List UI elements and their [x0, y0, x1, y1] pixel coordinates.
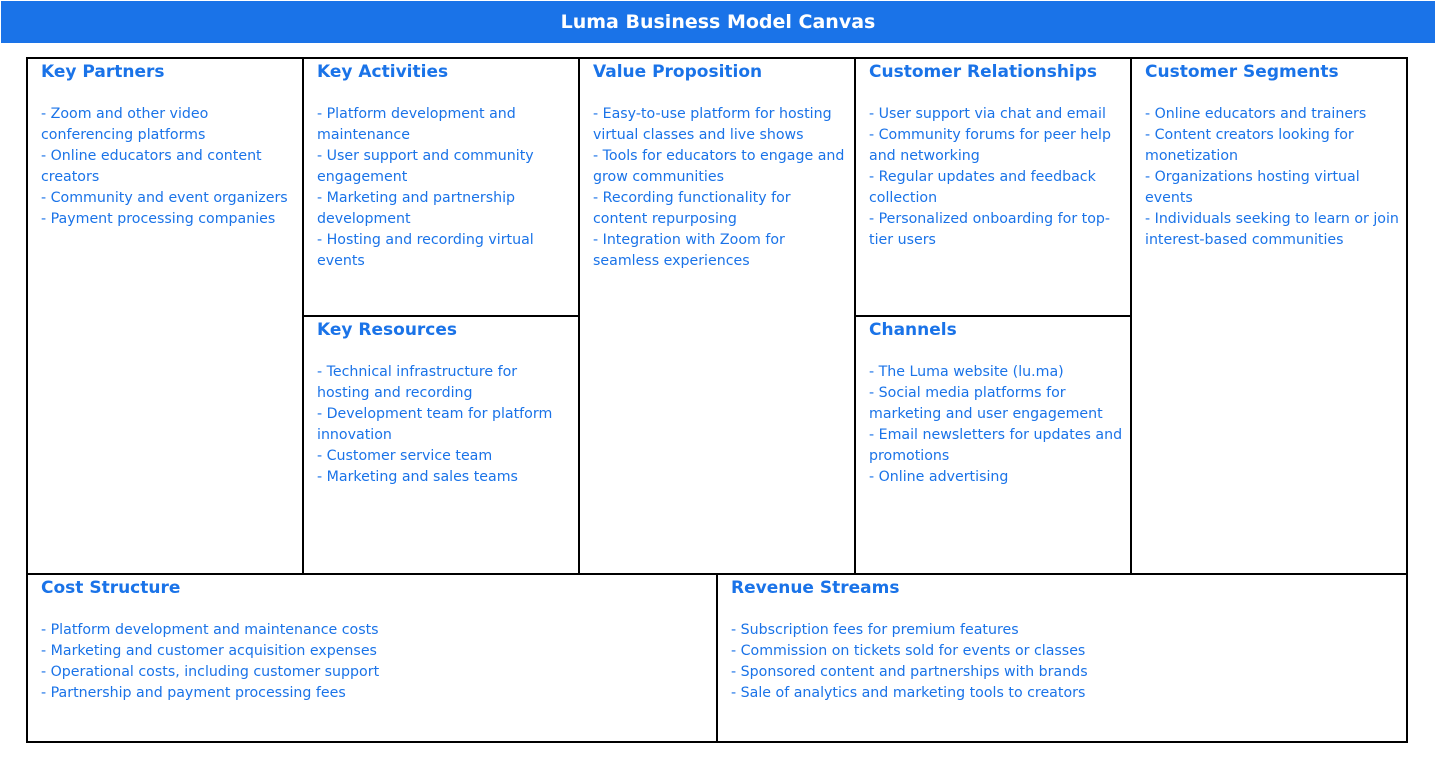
block-title: Key Activities: [317, 62, 449, 82]
list-item: - The Luma website (lu.ma): [869, 364, 1064, 380]
list-item: - Marketing and partnership development: [317, 190, 516, 227]
block-key-activities: [304, 59, 578, 315]
block-customer-relationships: [856, 59, 1130, 315]
list-item: - User support via chat and email: [869, 106, 1106, 122]
list-item: - Online educators and content creators: [41, 148, 262, 185]
block-title: Customer Segments: [1145, 62, 1339, 82]
list-item: - User support and community engagement: [317, 148, 534, 185]
list-item: - Platform development and maintenance: [317, 106, 516, 143]
list-item: - Marketing and sales teams: [317, 469, 518, 485]
list-item: - Commission on tickets sold for events or classes: [731, 643, 1086, 659]
list-item: - Marketing and customer acquisition expenses: [41, 643, 377, 659]
block-customer-segments: [1132, 59, 1406, 573]
block-value-proposition: [580, 59, 854, 573]
list-item: - Development team for platform innovation: [317, 406, 553, 443]
list-item: - Zoom and other video conferencing platforms: [41, 106, 209, 143]
list-item: - Individuals seeking to learn or join interest-based communities: [1145, 211, 1399, 248]
list-item: - Social media platforms for marketing and user engagement: [869, 385, 1103, 422]
item-list: [317, 362, 578, 488]
list-item: - Operational costs, including customer support: [41, 664, 380, 680]
block-title: Customer Relationships: [869, 62, 1098, 82]
list-item: - Online educators and trainers: [1145, 106, 1367, 122]
list-item: - Content creators looking for monetization: [1145, 127, 1354, 164]
item-list: [869, 104, 1130, 251]
item-list: [731, 620, 1406, 704]
item-list: [317, 104, 578, 272]
list-item: - Online advertising: [869, 469, 1009, 485]
canvas-grid: [26, 57, 1408, 743]
canvas-title: Luma Business Model Canvas: [560, 11, 876, 33]
list-item: - Subscription fees for premium features: [731, 622, 1019, 638]
block-title: Key Resources: [317, 320, 458, 340]
list-item: - Integration with Zoom for seamless experiences: [593, 232, 785, 269]
block-title: Channels: [869, 320, 957, 340]
block-revenue-streams: [718, 575, 1406, 743]
block-title: Revenue Streams: [731, 578, 900, 598]
list-item: - Organizations hosting virtual events: [1145, 169, 1360, 206]
list-item: - Community forums for peer help and networking: [869, 127, 1111, 164]
list-item: - Hosting and recording virtual events: [317, 232, 534, 269]
list-item: - Tools for educators to engage and grow communities: [593, 148, 845, 185]
list-item: - Platform development and maintenance costs: [41, 622, 379, 638]
list-item: - Sale of analytics and marketing tools to creators: [731, 685, 1086, 701]
block-channels: [856, 317, 1130, 573]
block-cost-structure: [28, 575, 716, 743]
list-item: - Easy-to-use platform for hosting virtual classes and live shows: [593, 106, 832, 143]
list-item: - Personalized onboarding for top-tier users: [869, 211, 1111, 248]
list-item: - Email newsletters for updates and promotions: [869, 427, 1123, 464]
list-item: - Sponsored content and partnerships with brands: [731, 664, 1088, 680]
block-key-partners: [28, 59, 302, 573]
list-item: - Customer service team: [317, 448, 493, 464]
item-list: [869, 362, 1130, 488]
block-key-resources: [304, 317, 578, 573]
list-item: - Community and event organizers: [41, 190, 288, 206]
list-item: - Regular updates and feedback collection: [869, 169, 1096, 206]
list-item: - Technical infrastructure for hosting and recording: [317, 364, 518, 401]
list-item: - Partnership and payment processing fees: [41, 685, 346, 701]
item-list: [593, 104, 854, 272]
list-item: - Payment processing companies: [41, 211, 276, 227]
block-title: Cost Structure: [41, 578, 181, 598]
block-title: Key Partners: [41, 62, 165, 82]
block-title: Value Proposition: [593, 62, 763, 82]
canvas-header: [1, 1, 1435, 43]
item-list: [1145, 104, 1406, 251]
item-list: [41, 620, 716, 704]
item-list: [41, 104, 302, 230]
list-item: - Recording functionality for content repurposing: [593, 190, 791, 227]
